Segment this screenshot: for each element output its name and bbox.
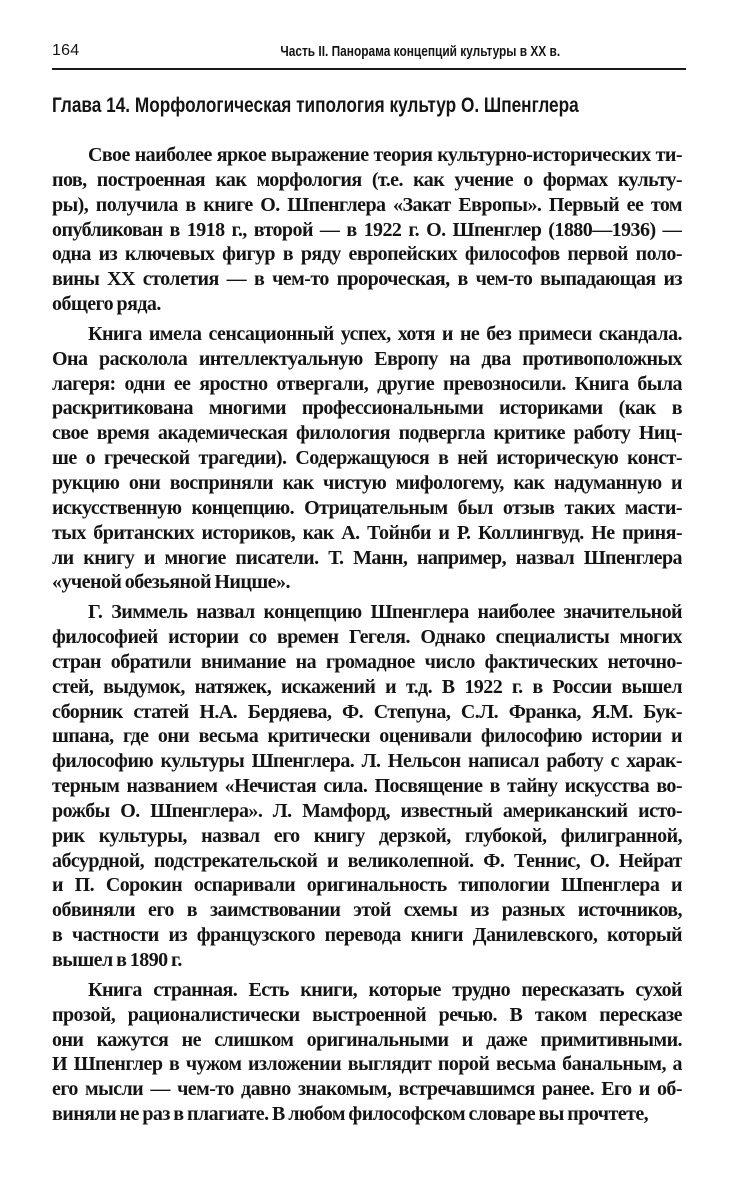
text-line: обвиняли его в заимствовании этой схемы из разных источников, xyxy=(52,899,682,922)
body-text xyxy=(52,143,682,1132)
text-line: одна из ключевых фигур в ряду европейских философов первой поло- xyxy=(52,243,682,266)
text-line: Книга странная. Есть книги, которые трудно пересказать сухой xyxy=(88,978,682,1001)
text-line: они кажутся не слишком оригинальными и даже примитивными. xyxy=(52,1028,682,1051)
text-line: философией истории со времен Гегеля. Однако специалисты многих xyxy=(52,626,682,649)
text-line: ше о греческой трагедии). Содержащуюся в ней историческую конст- xyxy=(52,447,682,470)
text-line: рукцию они восприняли как чистую мифологему, как надуманную и xyxy=(52,471,682,494)
text-line: Свое наиболее яркое выражение теория культурно-исторических ти- xyxy=(88,144,682,166)
text-line: прозой, рационалистически выстроенной речью. В таком пересказе xyxy=(52,1003,682,1026)
text-line: философию культуры Шпенглера. Л. Нельсон написал работу с харак- xyxy=(52,750,682,773)
text-line: виняли не раз в плагиате. В любом философском словаре вы прочтете, xyxy=(52,1103,649,1126)
paragraph xyxy=(52,600,682,973)
text-line: Г. Зиммель назвал концепцию Шпенглера наиболее значительной xyxy=(88,601,682,624)
running-title: Часть II. Панорама концепций культуры в XX в. xyxy=(280,44,560,60)
text-line: вины XX столетия — в чем-то пророческая, в чем-то выпадающая из xyxy=(52,268,682,291)
text-line: лагеря: одни ее яростно отвергали, другие превозносили. Книга была xyxy=(52,372,682,395)
text-line: стей, выдумок, натяжек, искажений и т.д. В 1922 г. в России вышел xyxy=(52,675,682,698)
text-line: терным названием «Нечистая сила. Посвящение в тайну искусства во- xyxy=(52,775,682,798)
text-line: общего ряда. xyxy=(52,293,161,316)
text-line: его мысли — чем-то давно знакомым, встречавшимся ранее. Его и об- xyxy=(52,1078,682,1101)
text-line: Книга имела сенсационный успех, хотя и не без примеси скандала. xyxy=(88,322,682,345)
text-line: рожбы О. Шпенглера». Л. Мамфорд, известный американский исто- xyxy=(52,799,682,822)
text-line: тых британских историков, как А. Тойнби и Р. Коллингвуд. Не приня- xyxy=(52,521,682,544)
text-line: стран обратили внимание на громадное число фактических неточно- xyxy=(52,650,682,673)
text-line: Она расколола интеллектуальную Европу на два противоположных xyxy=(52,347,682,370)
text-line: сборник статей Н.А. Бердяева, Ф. Степуна, С.Л. Франка, Я.М. Бук- xyxy=(52,700,682,723)
text-line: «ученой обезьяной Ницше». xyxy=(52,571,290,594)
chapter-title: Глава 14. Морфологическая типология культур О. Шпенглера xyxy=(52,94,579,117)
running-header xyxy=(52,40,686,70)
paragraph xyxy=(52,322,682,595)
text-line: ли книгу и многие писатели. Т. Манн, например, назвал Шпенглера xyxy=(52,546,682,569)
text-line: пов, построенная как морфология (т.е. как учение о формах культу- xyxy=(52,168,682,191)
text-line: ры), получила в книге О. Шпенглера «Закат Европы». Первый ее том xyxy=(52,193,682,216)
text-line: свое время академическая филология подвергла критике работу Ниц- xyxy=(52,422,682,445)
paragraph xyxy=(52,978,682,1127)
text-line: И Шпенглер в чужом изложении выглядит порой весьма банальным, а xyxy=(52,1053,682,1076)
text-line: абсурдной, подстрекательской и великолепной. Ф. Теннис, О. Нейрат xyxy=(52,849,682,872)
text-line: шпана, где они весьма критически оценивали философию истории и xyxy=(52,725,682,748)
text-line: искусственную концепцию. Отрицательным был отзыв таких масти- xyxy=(52,496,682,519)
page-number: 164 xyxy=(52,42,80,59)
text-line: в частности из французского перевода книги Данилевского, который xyxy=(52,924,682,947)
text-line: опубликован в 1918 г., второй — в 1922 г. О. Шпенглер (1880—1936) — xyxy=(52,218,682,241)
text-line: раскритикована многими профессиональными историками (как в xyxy=(52,397,682,420)
text-line: вышел в 1890 г. xyxy=(52,949,182,971)
text-line: рик культуры, назвал его книгу дерзкой, глубокой, филигранной, xyxy=(52,824,682,847)
text-line: и П. Сорокин оспаривали оригинальность типологии Шпенглера и xyxy=(52,874,682,897)
paragraph xyxy=(52,143,682,317)
